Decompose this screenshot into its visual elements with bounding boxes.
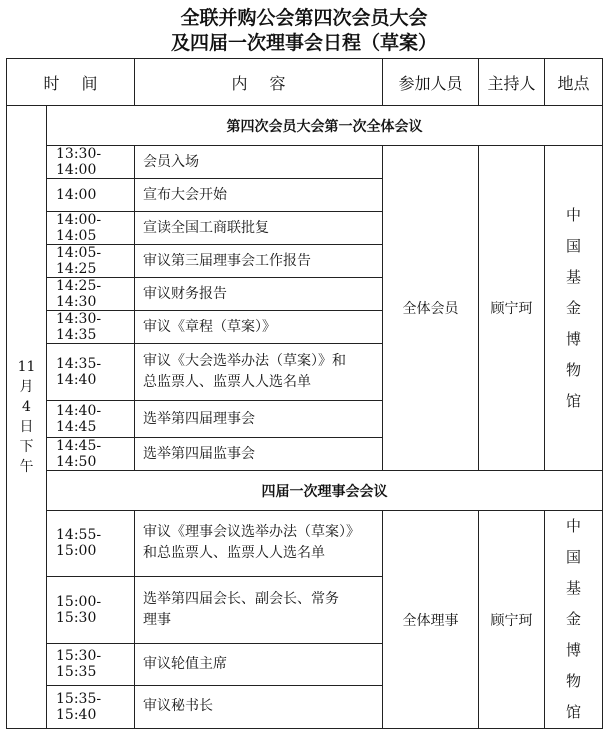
content-cell	[135, 146, 383, 179]
content-cell	[135, 212, 383, 245]
content-cell	[135, 401, 383, 438]
content-cell	[135, 643, 383, 685]
date-char: 下	[19, 439, 34, 455]
content-line: 审议第三届理事会工作报告	[143, 252, 312, 269]
date-char: 日	[19, 419, 34, 435]
content-line: 审议《理事会议选举办法（草案）》	[143, 524, 361, 541]
location-char: 基	[566, 267, 582, 286]
location-char: 国	[566, 236, 582, 255]
content-line: 宣布大会开始	[143, 186, 228, 203]
time-cell: 15:00-15:30	[47, 576, 135, 643]
location-char: 物	[566, 672, 582, 690]
section-row	[7, 471, 603, 511]
table-row	[7, 146, 603, 179]
content-cell	[135, 179, 383, 212]
location-char: 国	[566, 548, 582, 566]
time-cell: 14:05-14:25	[47, 245, 135, 278]
header-host: 主持人	[479, 59, 545, 106]
content-cell	[135, 685, 383, 728]
content-line: 审议《章程（草案）》	[143, 318, 277, 335]
location-char: 中	[566, 205, 582, 224]
schedule-table	[6, 58, 603, 729]
section-title: 四届一次理事会会议	[47, 471, 603, 511]
date-cell	[7, 106, 47, 729]
location-cell	[545, 146, 603, 471]
participants-cell: 全体会员	[383, 146, 479, 471]
time-cell: 15:30-15:35	[47, 643, 135, 685]
location-char: 博	[566, 329, 582, 348]
content-line: 总监票人、监票人人选名单	[143, 374, 312, 390]
page-title: 全联并购公会第四次会员大会	[180, 7, 428, 29]
content-line: 选举第四届理事会	[143, 410, 256, 427]
date-char: 11	[17, 359, 36, 375]
location-char: 中	[566, 517, 582, 535]
location-cell	[545, 511, 603, 729]
content-line: 审议《大会选举办法（草案）》和	[143, 353, 347, 369]
content-cell	[135, 245, 383, 278]
date-char: 4	[22, 399, 31, 415]
location-char: 金	[566, 610, 582, 628]
time-cell: 13:30-14:00	[47, 146, 135, 179]
host-cell: 顾宁珂	[479, 511, 545, 729]
content-cell	[135, 278, 383, 311]
header-location: 地点	[545, 59, 603, 106]
location-char: 物	[566, 360, 582, 379]
content-line: 审议轮值主席	[143, 655, 228, 672]
content-line: 选举第四届监事会	[143, 445, 256, 462]
time-cell: 14:40-14:45	[47, 401, 135, 438]
content-cell	[135, 576, 383, 643]
date-char: 午	[19, 459, 34, 475]
location-char: 馆	[566, 703, 582, 721]
content-line: 会员入场	[143, 153, 200, 170]
time-cell: 15:35-15:40	[47, 685, 135, 728]
page-subtitle: 及四届一次理事会日程（草案）	[170, 32, 437, 54]
header-row	[7, 59, 603, 106]
time-cell: 14:35-14:40	[47, 344, 135, 401]
content-cell	[135, 344, 383, 401]
time-cell: 14:00	[47, 179, 135, 212]
time-cell: 14:00-14:05	[47, 212, 135, 245]
content-cell	[135, 438, 383, 471]
time-cell: 14:30-14:35	[47, 311, 135, 344]
content-line: 选举第四届会长、副会长、常务	[143, 590, 340, 607]
location-char: 基	[566, 579, 582, 597]
section-row	[7, 106, 603, 146]
date-char: 月	[19, 379, 34, 395]
participants-cell: 全体理事	[383, 511, 479, 729]
table-row	[7, 511, 603, 577]
time-cell: 14:45-14:50	[47, 438, 135, 471]
content-line: 宣读全国工商联批复	[143, 219, 270, 236]
content-line: 审议财务报告	[143, 285, 228, 302]
time-cell: 14:55-15:00	[47, 511, 135, 577]
header-content: 内容	[135, 59, 383, 106]
location-char: 金	[566, 298, 582, 317]
content-line: 和总监票人、监票人人选名单	[143, 545, 326, 562]
location-char: 博	[566, 641, 582, 659]
content-line: 审议秘书长	[143, 698, 214, 715]
host-cell: 顾宁珂	[479, 146, 545, 471]
section-title: 第四次会员大会第一次全体会议	[47, 106, 603, 146]
content-cell	[135, 511, 383, 577]
schedule-body	[7, 106, 603, 729]
location-char: 馆	[566, 391, 582, 410]
header-time: 时间	[7, 59, 135, 106]
content-line: 理事	[143, 611, 172, 628]
header-participants: 参加人员	[383, 59, 479, 106]
content-cell	[135, 311, 383, 344]
time-cell: 14:25-14:30	[47, 278, 135, 311]
